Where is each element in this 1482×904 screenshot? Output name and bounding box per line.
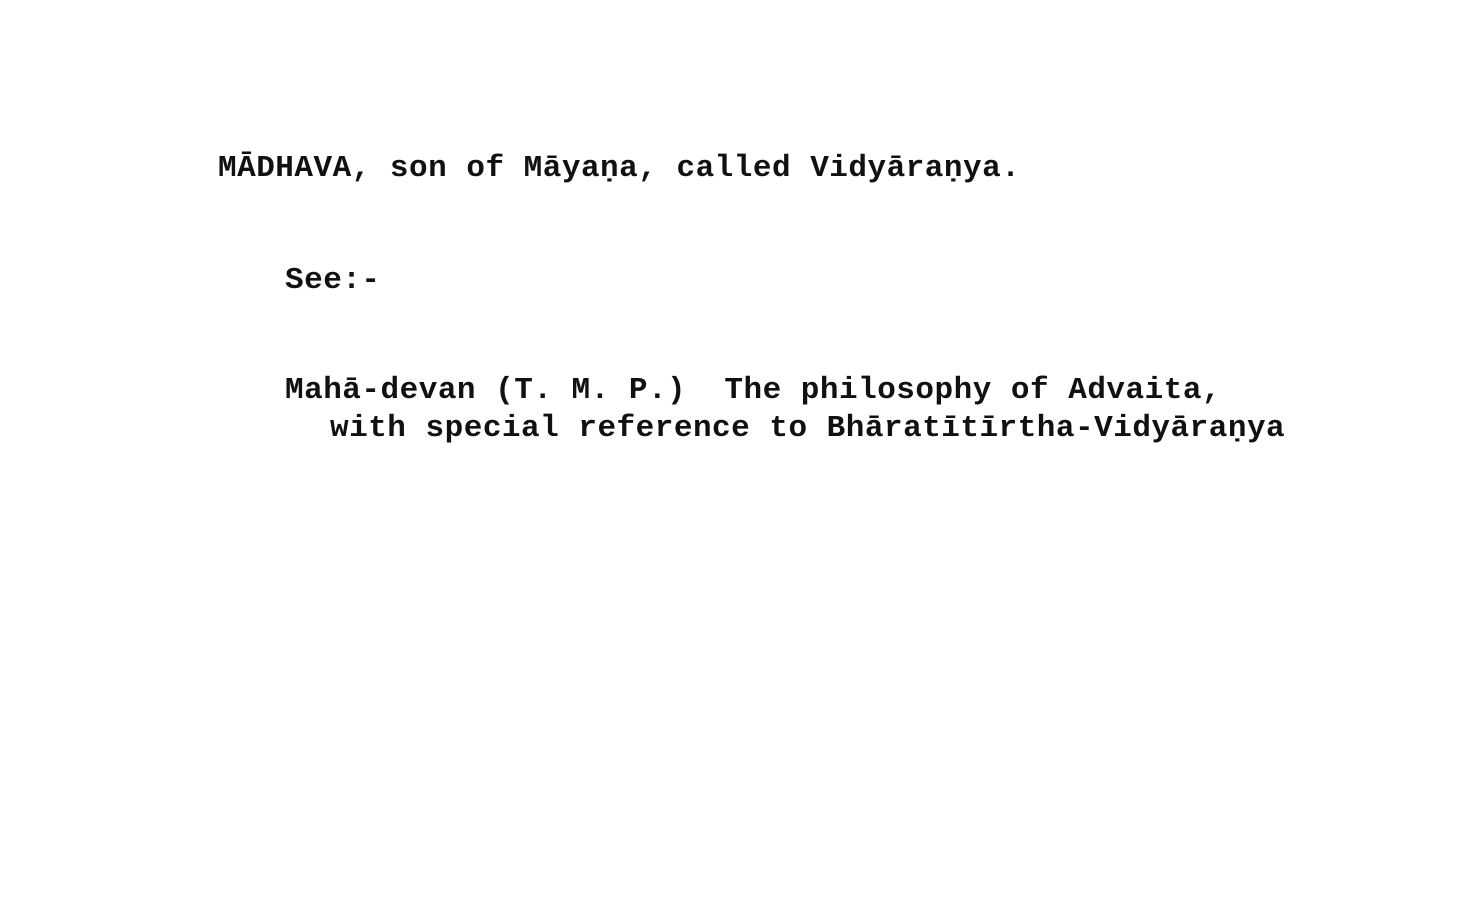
see-label: See:- [285,263,381,298]
card-heading: MĀDHAVA, son of Māyaṇa, called Vidyāraṇya. [218,151,1021,186]
reference-entry-line-2: with special reference to Bhāratītīrtha-Vidyāraṇya [330,411,1286,446]
reference-entry-line-1: Mahā-devan (T. M. P.) The philosophy of Advaita, [285,373,1222,408]
